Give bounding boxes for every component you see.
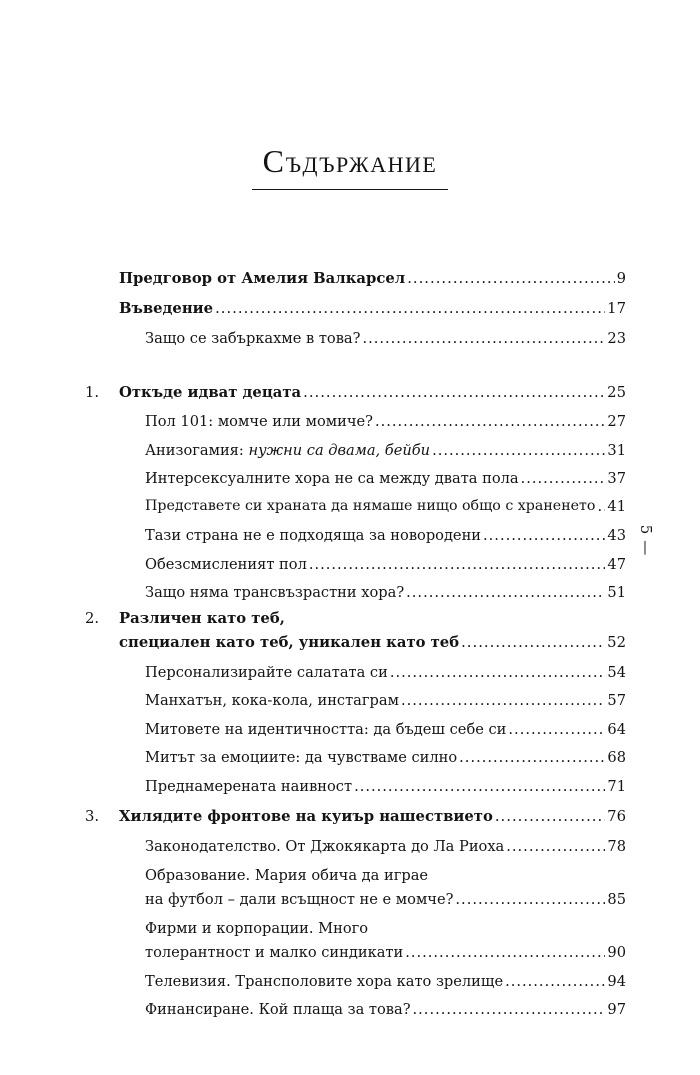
- toc-page-number: 85: [607, 890, 626, 908]
- toc-entry[interactable]: [145, 685, 626, 709]
- toc-page-number: 90: [607, 943, 626, 961]
- toc-entry-title: Законодателство. От Джокякарта до Ла Риоха: [145, 837, 505, 855]
- toc-page-number: 23: [607, 329, 626, 347]
- toc-entry[interactable]: [145, 406, 626, 430]
- dot-leader: [405, 941, 605, 961]
- toc-entry-title: Обезсмисленият пол: [145, 555, 307, 573]
- toc-entry-foreword[interactable]: [119, 264, 626, 288]
- toc-entry-title: Интерсексуалните хора не са между двата пола: [145, 469, 519, 487]
- toc-entry-title: Въведение: [119, 300, 214, 318]
- toc-entry-title: Телевизия. Трансполовите хора като зрелище: [145, 972, 504, 990]
- toc-page-number: 78: [607, 837, 626, 855]
- toc-entry-title: на футбол – дали всъщност не е момче?: [145, 890, 454, 908]
- toc-entry-title: Откъде идват децата: [119, 384, 302, 402]
- toc-entry[interactable]: [145, 937, 626, 961]
- toc-entry-title: Анизогамия:: [145, 441, 249, 459]
- toc-entry[interactable]: [145, 463, 626, 487]
- toc-page-number: 76: [607, 808, 626, 826]
- page-number-dash: —: [637, 540, 655, 556]
- toc-entry-title: Тази страна не е подходяща за новородени: [145, 526, 482, 544]
- toc-page-number: 9: [616, 270, 626, 288]
- toc-page-number: 37: [607, 469, 626, 487]
- dot-leader: [432, 439, 605, 459]
- page-number-marker: [634, 524, 658, 556]
- toc-entry[interactable]: [145, 435, 626, 459]
- toc-page-number: 71: [607, 777, 626, 795]
- dot-leader: [303, 382, 605, 402]
- toc-page-number: 17: [607, 300, 626, 318]
- toc-entry[interactable]: [145, 520, 626, 544]
- dot-leader: [461, 632, 605, 652]
- chapter-number: 3.: [85, 808, 100, 826]
- toc-page-number: 57: [607, 691, 626, 709]
- page-title: Съдържание: [262, 143, 438, 179]
- toc-entry[interactable]: [145, 577, 626, 601]
- toc-entry-title: Пол 101: момче или момиче?: [145, 412, 373, 430]
- toc-page-number: 43: [607, 526, 626, 544]
- toc-entry-title: Предговор от Амелия Валкарсел: [119, 270, 406, 288]
- dot-leader: [401, 689, 605, 709]
- toc-entry[interactable]: [145, 831, 626, 855]
- toc-entry[interactable]: [145, 714, 626, 738]
- toc-entry[interactable]: [145, 994, 626, 1018]
- dot-leader: [309, 553, 606, 573]
- toc-entry-line-1[interactable]: [145, 860, 626, 884]
- toc-chapter-3[interactable]: [85, 802, 626, 826]
- dot-leader: [455, 888, 605, 908]
- dot-leader: [390, 661, 606, 681]
- dot-leader: [362, 327, 605, 347]
- dot-leader: [508, 718, 605, 738]
- chapter-number: 1.: [85, 384, 100, 402]
- toc-page-number: 94: [607, 972, 626, 990]
- toc-entry-title: Митът за емоциите: да чувстваме силно: [145, 748, 458, 766]
- toc-page-number: 25: [607, 384, 626, 402]
- toc-entry-title: Митовете на идентичността: да бъдеш себе си: [145, 720, 507, 738]
- toc-chapter-1[interactable]: [85, 378, 626, 402]
- toc-entry-title: Представете си храната да нямаше нищо общо с храненето: [145, 497, 596, 514]
- toc-entry-title: Фирми и корпорации. Много: [145, 919, 369, 937]
- toc-entry[interactable]: [145, 549, 626, 573]
- dot-leader: [597, 495, 605, 515]
- toc-entry-title: Преднамерената наивност: [145, 777, 353, 795]
- toc-page-number: 31: [607, 441, 626, 459]
- toc-entry[interactable]: [145, 771, 626, 795]
- toc-entry-title: Хилядите фронтове на куиър нашествието: [119, 808, 493, 826]
- chapter-number: 2.: [85, 610, 100, 628]
- toc-page-number: 27: [607, 412, 626, 430]
- dot-leader: [521, 467, 606, 487]
- toc-entry-line-1[interactable]: [145, 913, 626, 937]
- toc-entry[interactable]: [145, 657, 626, 681]
- toc-entry-intro-sub[interactable]: [145, 323, 626, 347]
- toc-entry-title: Финансиране. Кой плаща за това?: [145, 1000, 411, 1018]
- dot-leader: [413, 998, 606, 1018]
- dot-leader: [506, 835, 605, 855]
- toc-entry-title: толерантност и малко синдикати: [145, 943, 404, 961]
- toc-page-number: 51: [607, 583, 626, 601]
- toc-entry-title: специален като теб, уникален като теб: [119, 634, 460, 652]
- toc-chapter-2-line-1[interactable]: [85, 604, 626, 628]
- toc-page-number: 47: [607, 555, 626, 573]
- page-number: 5: [637, 524, 655, 535]
- toc-entry[interactable]: [145, 884, 626, 908]
- toc-entry[interactable]: [145, 966, 626, 990]
- dot-leader: [505, 970, 605, 990]
- toc-page-number: 41: [607, 497, 626, 515]
- toc-entry-title: Персонализирайте салатата си: [145, 663, 388, 681]
- toc-entry-title: Защо няма трансвъзрастни хора?: [145, 583, 405, 601]
- toc-page-number: 97: [607, 1000, 626, 1018]
- toc-page-number: 68: [607, 748, 626, 766]
- toc-entry-title: Образование. Мария обича да играе: [145, 866, 429, 884]
- toc-page-number: 52: [607, 634, 626, 652]
- toc-entry-title: Манхатън, кока-кола, инстаграм: [145, 691, 399, 709]
- toc-entry[interactable]: [145, 491, 626, 515]
- toc-entry-intro[interactable]: [119, 294, 626, 318]
- dot-leader: [375, 410, 605, 430]
- toc-chapter-2[interactable]: [119, 628, 626, 652]
- dot-leader: [406, 581, 605, 601]
- dot-leader: [354, 775, 605, 795]
- toc-entry-title: Защо се забъркахме в това?: [145, 329, 361, 347]
- toc-entry-title: Различен като теб,: [119, 610, 285, 628]
- toc-entry-title-italic: нужни са двама, бейби: [248, 441, 431, 459]
- dot-leader: [215, 298, 605, 318]
- toc-page-number: 64: [607, 720, 626, 738]
- dot-leader: [483, 524, 605, 544]
- toc-page-number: 54: [607, 663, 626, 681]
- dot-leader: [407, 268, 614, 288]
- toc-entry[interactable]: [145, 742, 626, 766]
- dot-leader: [459, 746, 605, 766]
- dot-leader: [495, 806, 605, 826]
